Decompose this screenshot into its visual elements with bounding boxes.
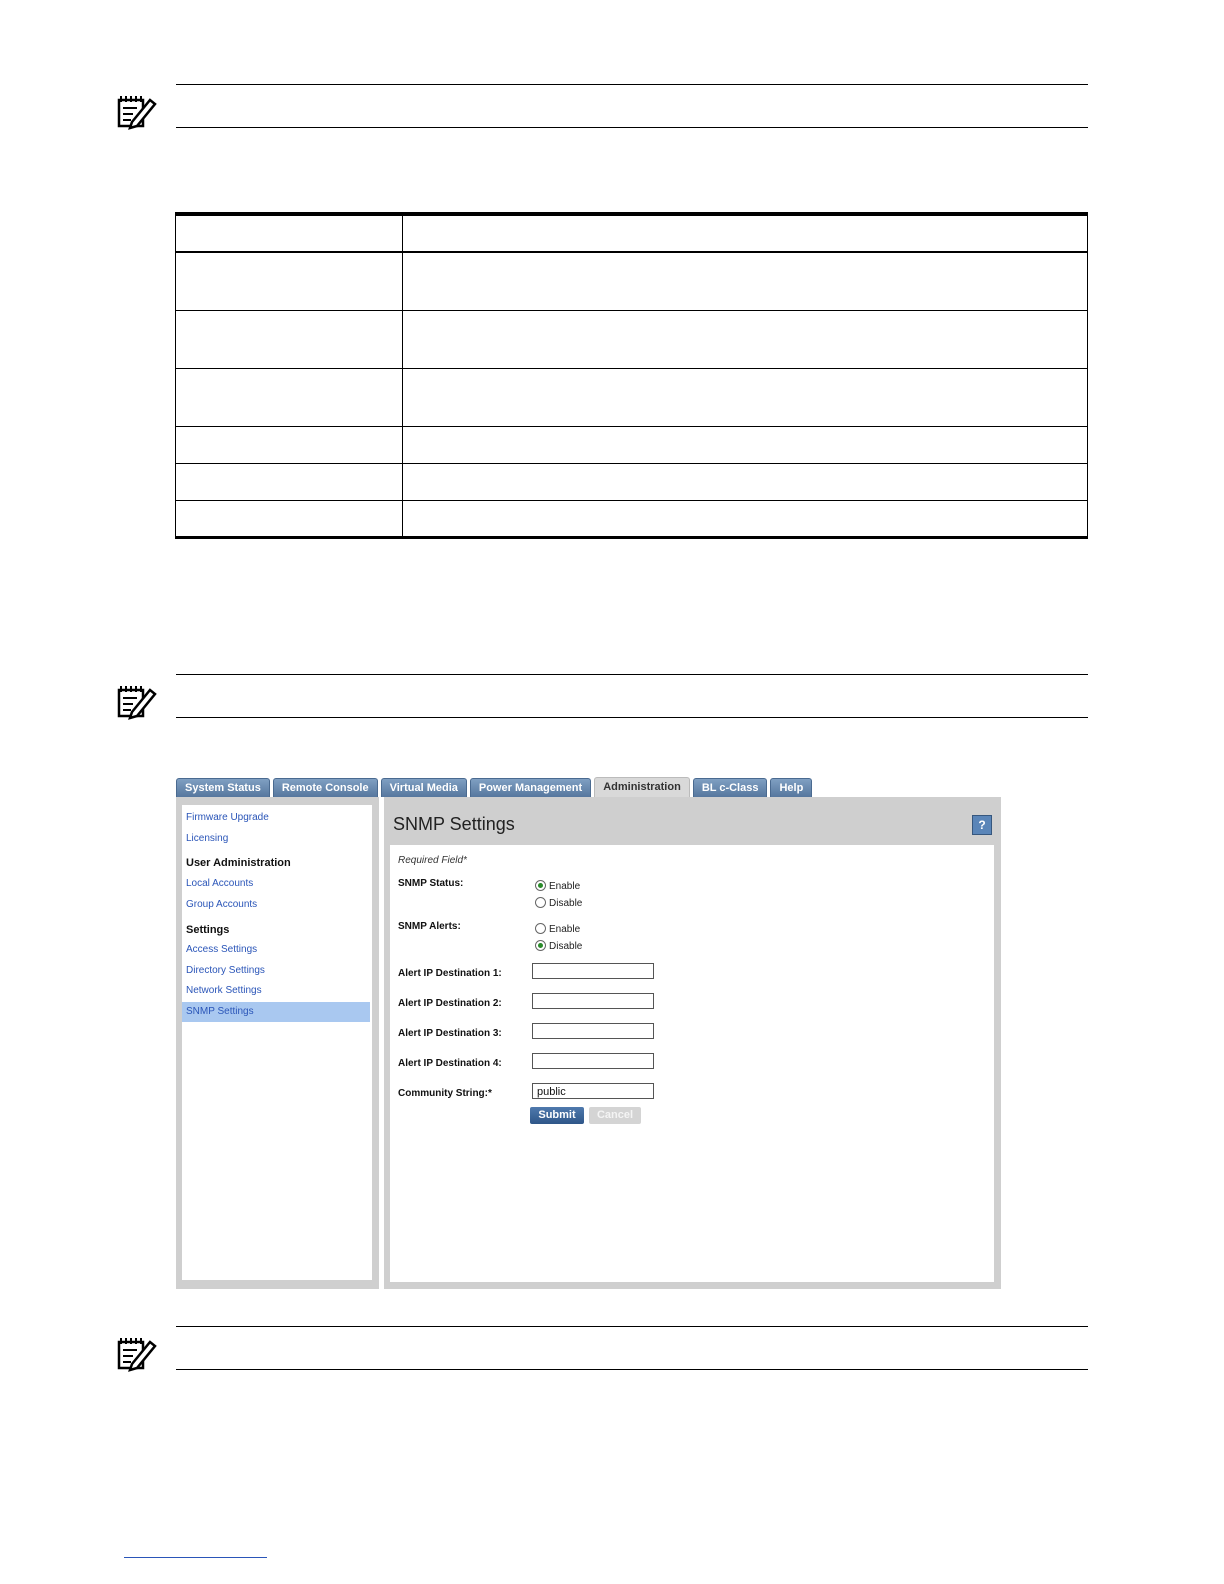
- note-block-2: [112, 674, 1088, 720]
- tab-system-status[interactable]: System Status: [176, 778, 270, 797]
- radio-label: Disable: [549, 941, 583, 952]
- radio-unselected-icon: [535, 923, 546, 934]
- snmp-status-label: SNMP Status:: [398, 878, 464, 889]
- alert-ip-destination-1-input[interactable]: [532, 963, 654, 979]
- snmp-status-disable-radio[interactable]: [535, 897, 582, 909]
- alert-ip-destination-3-label: Alert IP Destination 3:: [398, 1028, 502, 1039]
- alert-ip-destination-2-label: Alert IP Destination 2:: [398, 998, 502, 1009]
- tab-help[interactable]: Help: [770, 778, 812, 797]
- note-block-3: [112, 1326, 1088, 1372]
- radio-selected-icon: [535, 880, 546, 891]
- alert-ip-destination-3-input[interactable]: [532, 1023, 654, 1039]
- sidebar-heading-user-administration: User Administration: [186, 857, 291, 869]
- alert-ip-destination-1-label: Alert IP Destination 1:: [398, 968, 502, 979]
- radio-selected-icon: [535, 940, 546, 951]
- footer-link-underline[interactable]: [124, 1557, 267, 1558]
- page-title: SNMP Settings: [393, 814, 515, 834]
- tab-administration[interactable]: Administration: [594, 777, 690, 799]
- sidebar-item-network-settings[interactable]: Network Settings: [186, 985, 262, 996]
- sidebar: [176, 797, 379, 1289]
- snmp-alerts-enable-radio[interactable]: [535, 923, 580, 935]
- tab-remote-console[interactable]: Remote Console: [273, 778, 378, 797]
- alert-ip-destination-2-input[interactable]: [532, 993, 654, 1009]
- note-icon: [114, 90, 158, 130]
- submit-button[interactable]: Submit: [530, 1107, 584, 1124]
- info-table: [175, 212, 1088, 539]
- note-icon: [114, 1332, 158, 1372]
- radio-label: Enable: [549, 881, 581, 892]
- help-icon[interactable]: ?: [972, 815, 992, 835]
- sidebar-item-local-accounts[interactable]: Local Accounts: [186, 878, 254, 889]
- sidebar-item-directory-settings[interactable]: Directory Settings: [186, 965, 265, 976]
- radio-label: Enable: [549, 924, 581, 935]
- snmp-alerts-disable-radio[interactable]: [535, 940, 582, 952]
- snmp-alerts-label: SNMP Alerts:: [398, 921, 461, 932]
- cancel-button[interactable]: Cancel: [589, 1107, 641, 1124]
- radio-unselected-icon: [535, 897, 546, 908]
- sidebar-item-group-accounts[interactable]: Group Accounts: [186, 899, 258, 910]
- alert-ip-destination-4-input[interactable]: [532, 1053, 654, 1069]
- community-string-label: Community String:*: [398, 1088, 492, 1099]
- snmp-settings-screenshot: [176, 776, 1001, 1289]
- tab-bl-c-class[interactable]: BL c-Class: [693, 778, 768, 797]
- tab-virtual-media[interactable]: Virtual Media: [381, 778, 467, 797]
- sidebar-item-licensing[interactable]: Licensing: [186, 833, 229, 844]
- note-block-1: [112, 84, 1088, 130]
- radio-label: Disable: [549, 898, 583, 909]
- sidebar-item-snmp-settings[interactable]: SNMP Settings: [186, 1006, 254, 1017]
- snmp-form: [390, 845, 994, 1282]
- community-string-input[interactable]: public: [532, 1083, 654, 1099]
- required-field-note: Required Field*: [398, 855, 467, 866]
- sidebar-item-firmware-upgrade[interactable]: Firmware Upgrade: [186, 812, 269, 823]
- note-icon: [114, 680, 158, 720]
- tab-bar: [176, 778, 815, 798]
- sidebar-heading-settings: Settings: [186, 924, 230, 936]
- sidebar-item-access-settings[interactable]: Access Settings: [186, 944, 258, 955]
- main-panel: [384, 797, 1001, 1289]
- snmp-status-enable-radio[interactable]: [535, 880, 580, 892]
- tab-power-management[interactable]: Power Management: [470, 778, 591, 797]
- alert-ip-destination-4-label: Alert IP Destination 4:: [398, 1058, 502, 1069]
